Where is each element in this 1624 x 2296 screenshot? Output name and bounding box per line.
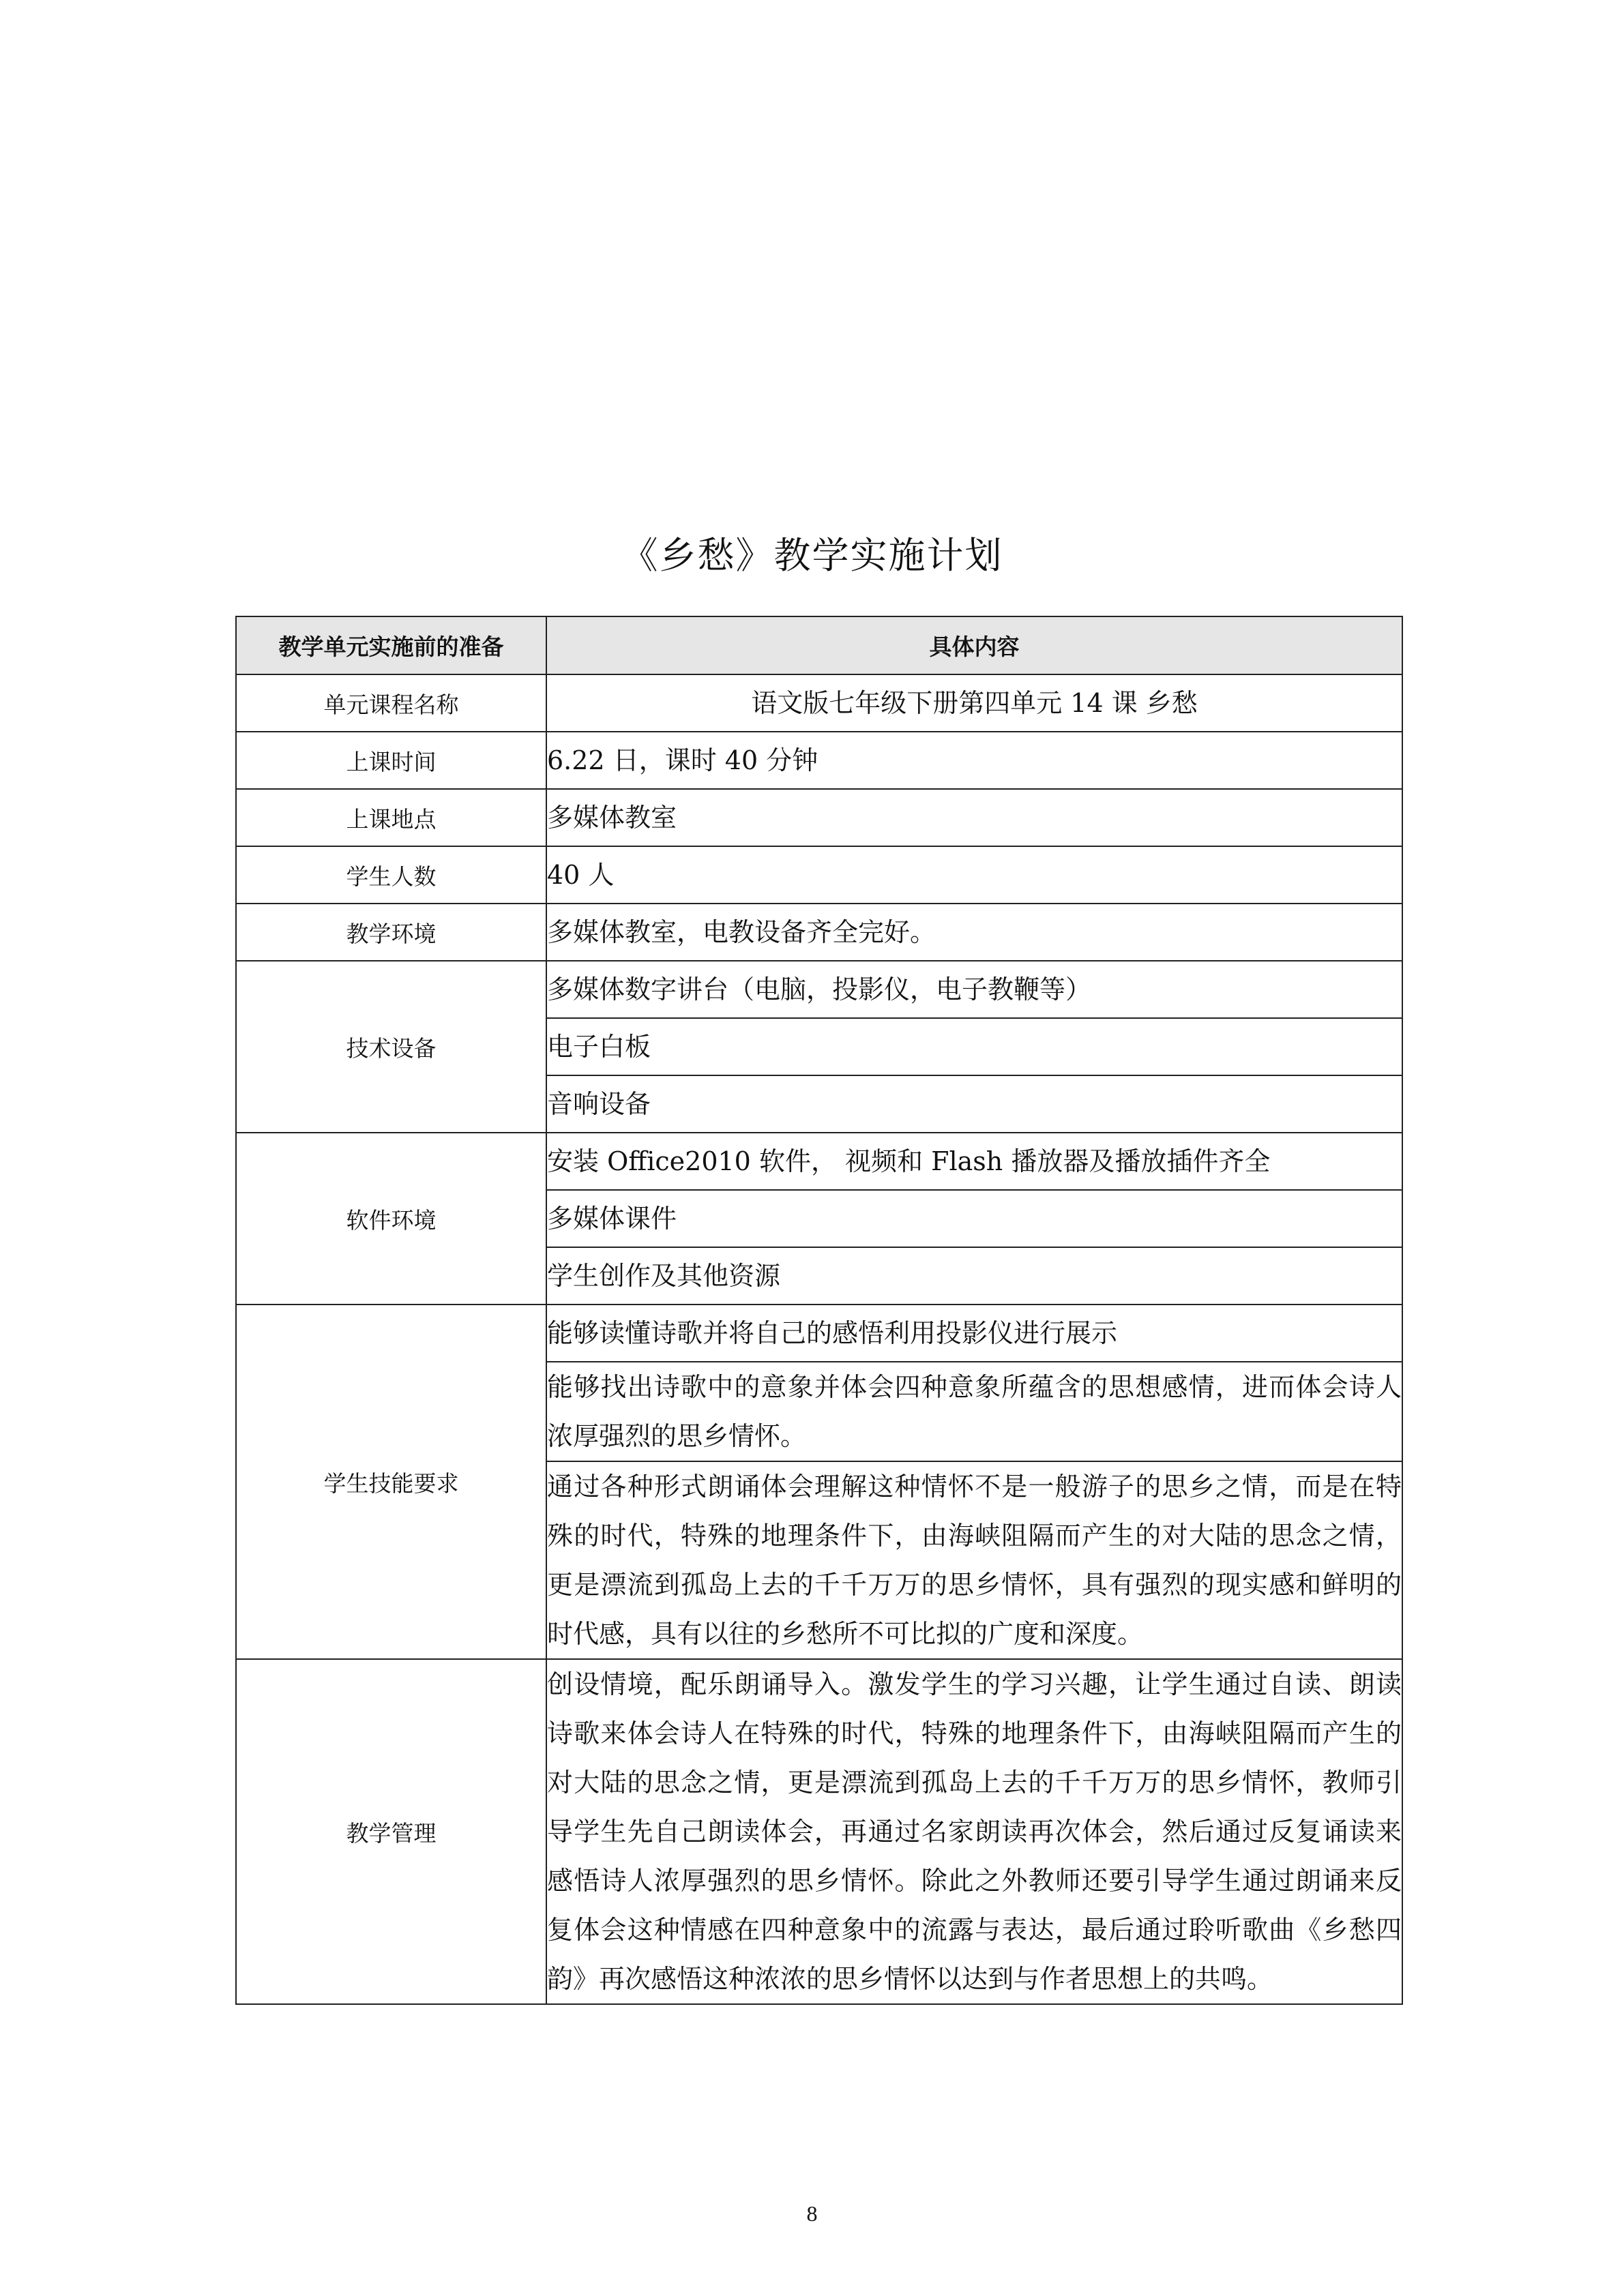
- row-value-software-item: 安装 Office2010 软件， 视频和 Flash 播放器及播放插件齐全: [546, 1133, 1402, 1190]
- row-value-equipment-item: 电子白板: [546, 1018, 1402, 1075]
- row-label-management: 教学管理: [236, 1659, 546, 2004]
- row-value-software-item: 多媒体课件: [546, 1190, 1402, 1247]
- row-label-class-time: 上课时间: [236, 732, 546, 789]
- page-number: 8: [806, 2201, 818, 2226]
- page-title: 《乡愁》教学实施计划: [621, 534, 1003, 577]
- table-row: [236, 789, 1402, 846]
- row-label-skills: 学生技能要求: [236, 1304, 546, 1659]
- table-row: [236, 732, 1402, 789]
- row-value-unit-name: 语文版七年级下册第四单元 14 课 乡愁: [546, 674, 1402, 732]
- table-row: [236, 1304, 1402, 1362]
- row-label-environment: 教学环境: [236, 904, 546, 961]
- row-value-location: 多媒体教室: [546, 789, 1402, 846]
- row-value-equipment-item: 多媒体数字讲台（电脑，投影仪，电子教鞭等）: [546, 961, 1402, 1018]
- plan-table: [235, 616, 1403, 2005]
- table-row: [236, 1659, 1402, 2004]
- table-row: [236, 846, 1402, 904]
- table-row: [236, 961, 1402, 1018]
- row-value-software-item: 学生创作及其他资源: [546, 1247, 1402, 1304]
- row-value-skill-item: 通过各种形式朗诵体会理解这种情怀不是一般游子的思乡之情，而是在特殊的时代，特殊的地理条件下，由海峡阻隔而产生的对大陆的思念之情，更是漂流到孤岛上去的千千万万的思乡情怀，具有强烈的现实感和鲜明的时代感，具有以往的乡愁所不可比拟的广度和深度。: [546, 1461, 1402, 1659]
- table-row: [236, 1133, 1402, 1190]
- table-row: [236, 904, 1402, 961]
- row-label-equipment: 技术设备: [236, 961, 546, 1133]
- table-header-row: [236, 616, 1402, 674]
- row-value-management: 创设情境，配乐朗诵导入。激发学生的学习兴趣，让学生通过自读、朗读诗歌来体会诗人在特殊的时代，特殊的地理条件下，由海峡阻隔而产生的对大陆的思念之情，更是漂流到孤岛上去的千千万万的思乡情怀，教师引导学生先自己朗读体会，再通过名家朗读再次体会，然后通过反复诵读来感悟诗人浓厚强烈的思乡情怀。除此之外教师还要引导学生通过朗诵来反复体会这种情感在四种意象中的流露与表达，最后通过聆听歌曲《乡愁四韵》再次感悟这种浓浓的思乡情怀以达到与作者思想上的共鸣。: [546, 1659, 1402, 2004]
- row-value-skill-item: 能够读懂诗歌并将自己的感悟利用投影仪进行展示: [546, 1304, 1402, 1362]
- row-value-skill-item: 能够找出诗歌中的意象并体会四种意象所蕴含的思想感情，进而体会诗人浓厚强烈的思乡情怀。: [546, 1362, 1402, 1461]
- row-value-environment: 多媒体教室，电教设备齐全完好。: [546, 904, 1402, 961]
- header-content: 具体内容: [546, 616, 1402, 674]
- row-value-students: 40 人: [546, 846, 1402, 904]
- row-value-equipment-item: 音响设备: [546, 1075, 1402, 1133]
- row-label-students: 学生人数: [236, 846, 546, 904]
- table-row: [236, 674, 1402, 732]
- row-label-unit-name: 单元课程名称: [236, 674, 546, 732]
- header-preparation: 教学单元实施前的准备: [236, 616, 546, 674]
- row-label-software: 软件环境: [236, 1133, 546, 1304]
- row-value-class-time: 6.22 日，课时 40 分钟: [546, 732, 1402, 789]
- row-label-location: 上课地点: [236, 789, 546, 846]
